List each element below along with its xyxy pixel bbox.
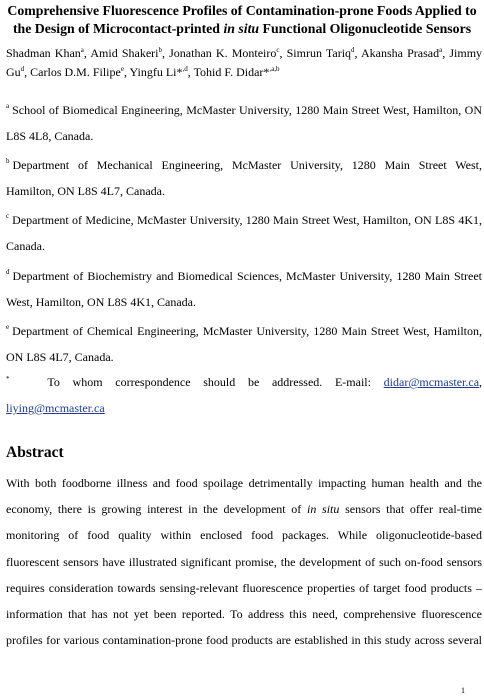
abstract-line [6,627,482,653]
title-line-2-tail: Functional Oligonucleotide Sensors [259,21,472,36]
author-list [6,44,482,82]
abstract-line-text: fluorescent sensors have illustrated significant promise, the development of such on-food sensors [6,554,482,569]
abstract-line-text: requires consideration towards sensing-relevant fluorescence properties of target food products – [6,580,482,595]
paper-title [0,2,484,38]
author-separator: , [123,65,130,79]
abstract-body [6,470,482,653]
affiliation-line-1: School of Biomedical Engineering, McMaster University, 1280 Main Street West, Hamilton, ON [12,103,482,117]
affiliation-d [6,259,482,315]
abstract-line-text: With both foodborne illness and food spoilage detrimentally impacting human health and the [6,476,482,490]
author-separator: , [83,46,91,60]
author-affiliation-sup: d [20,65,25,73]
affiliation-line-1: Department of Medicine, McMaster University, 1280 Main Street West, Hamilton, ON L8S 4K1, [12,213,482,227]
author-affiliation-sup: d [351,46,355,54]
affiliation-label: d [6,268,10,276]
correspondence-text: To whom correspondence should be addressed. E-mail: [47,375,371,389]
abstract-line-italic: in situ [306,502,340,517]
abstract-line [6,549,482,575]
title-line-1: Comprehensive Fluorescence Profiles of Contamination-prone Foods Applied to [7,3,477,18]
affiliation-line-2: ON L8S 4L7, Canada. [6,350,114,364]
author-affiliation-sup: ,d [182,65,188,73]
author-separator: , [187,65,194,79]
page-number: 1 [461,686,465,695]
author-separator: , [24,65,31,79]
affiliation-b [6,148,482,204]
affiliation-e [6,314,482,370]
abstract-line-text: monitoring of food quality within enclosed food packages. While oligonucleotide-based [6,528,482,543]
affiliation-line-2: Hamilton, ON L8S 4L7, Canada. [6,184,165,198]
author-name: Shadman Khan [6,46,81,60]
affiliation-line-1: Department of Mechanical Engineering, McMaster University, 1280 Main Street West, [12,158,482,172]
affiliation-label: b [6,157,10,165]
author-affiliation-sup: c [276,46,280,54]
author-name: Jimmy Gu [6,46,483,79]
abstract-line [6,575,482,601]
affiliation-c [6,203,482,259]
author-name: Jonathan K. Monteiro [169,46,277,60]
affiliation-label: c [6,212,10,220]
author-separator: , [354,46,361,60]
abstract-heading: Abstract [6,444,64,461]
abstract-line [6,522,482,548]
title-line-2-text: the Design of Microcontact-printed [12,21,224,36]
affiliation-a [6,93,482,149]
author-affiliation-sup: b [158,46,162,54]
abstract-line-text: profiles for various contamination-prone food products are established in this study across several [6,633,482,648]
email-link-didar[interactable]: didar@mcmaster.ca [383,375,480,389]
affiliation-label: e [6,323,10,331]
affiliation-line-2: L8S 4L8, Canada. [6,129,94,143]
author-name: Akansha Prasad [361,46,440,60]
correspondence-note: * To whom correspondence should be addressed. E-mail: didar@mcmaster.ca, liying@mcmaster.ca [6,375,483,415]
abstract-line [6,601,482,627]
abstract-line [6,496,482,522]
author-name: Amid Shakeri [90,46,159,60]
correspondence-marker: * [6,375,10,383]
abstract-line-text: information that has not yet been reported. To address this need, comprehensive fluorescence [6,607,482,622]
email-link-liying[interactable]: liying@mcmaster.ca [6,401,105,415]
author-affiliation-sup: ,a,b [269,65,280,73]
author-affiliation-sup: e [120,65,124,73]
author-name: Yingfu Li* [129,65,183,79]
author-affiliation-sup: a [80,46,84,54]
affiliation-line-2: Canada. [6,239,45,253]
affiliation-line-1: Department of Chemical Engineering, McMaster University, 1280 Main Street West, Hamilton, [12,324,482,338]
author-name: Simrun Tariq [286,46,352,60]
author-name: Tohid F. Didar* [193,65,270,79]
abstract-line [6,470,482,496]
author-affiliation-sup: a [439,46,443,54]
author-separator: , [161,46,170,60]
title-line-2-italic: in situ [223,21,260,36]
abstract-line-text: economy, there is growing interest in the development of [6,502,307,517]
author-separator: , [442,46,450,60]
affiliation-line-2: West, Hamilton, ON L8S 4K1, Canada. [6,295,197,309]
affiliation-label: a [6,102,10,110]
abstract-line-tail: sensors that offer real-time [339,502,483,517]
author-name: Carlos D.M. Filipe [30,65,121,79]
title-line-2 [0,20,484,38]
affiliation-line-1: Department of Biochemistry and Biomedical Sciences, McMaster University, 1280 Main Street [12,269,482,283]
author-separator: , [279,46,287,60]
